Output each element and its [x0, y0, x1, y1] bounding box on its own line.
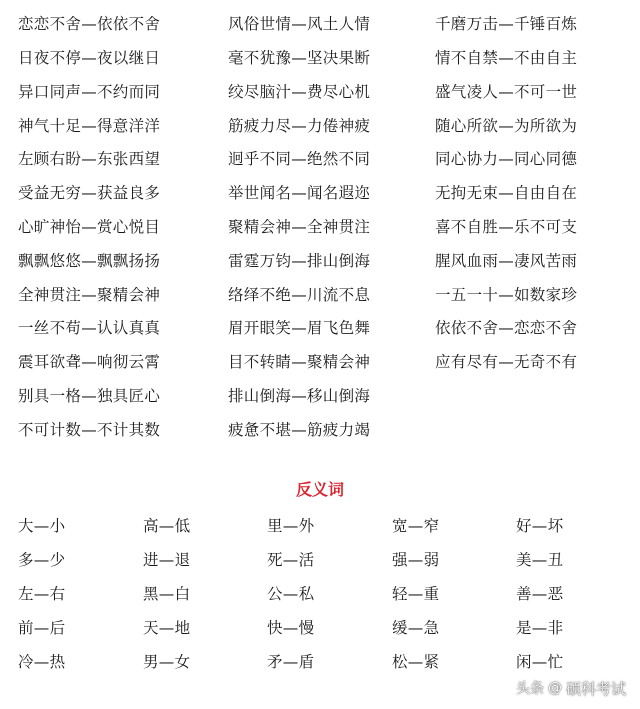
- synonym-pair: 日夜不停—夜以继日: [18, 48, 161, 67]
- synonym-pair: 迥乎不同—绝然不同: [228, 150, 371, 169]
- antonym-pair: 冷—热: [18, 653, 66, 672]
- synonym-pair: 随心所欲—为所欲为: [435, 116, 578, 135]
- watermark: [516, 677, 626, 699]
- synonym-pair: 飘飘悠悠—飘飘扬扬: [18, 251, 161, 270]
- antonym-pair: 缓—急: [392, 619, 440, 638]
- watermark-account: 硕科考试: [565, 679, 626, 698]
- synonym-pair: 一五一十—如数家珍: [435, 285, 578, 304]
- synonym-pair: 盛气凌人—不可一世: [435, 82, 578, 101]
- watermark-source: 头条: [515, 681, 544, 697]
- synonym-pair: 神气十足—得意洋洋: [18, 116, 161, 135]
- synonym-pair: 筋疲力尽—力倦神疲: [228, 116, 371, 135]
- antonym-pair: 多—少: [18, 551, 66, 570]
- antonym-pair: 是—非: [516, 619, 564, 638]
- antonym-pair: 天—地: [143, 619, 191, 638]
- synonym-pair: 一丝不苟—认认真真: [18, 319, 161, 338]
- synonym-pair: 恋恋不舍—依依不舍: [18, 15, 161, 34]
- antonym-pair: 公—私: [267, 585, 315, 604]
- synonym-list: [18, 8, 628, 447]
- synonym-pair: 雷霆万钧—排山倒海: [228, 251, 371, 270]
- antonym-pair: 宽—窄: [392, 517, 440, 536]
- antonym-pair: 黑—白: [143, 585, 191, 604]
- antonym-pair: 里—外: [267, 517, 315, 536]
- antonym-pair: 矛—盾: [267, 653, 315, 672]
- synonym-pair: 绞尽脑汁—费尽心机: [228, 82, 371, 101]
- watermark-at-sign: @: [547, 680, 562, 696]
- synonym-pair: 全神贯注—聚精会神: [18, 285, 161, 304]
- synonym-pair: 震耳欲聋—响彻云霄: [18, 353, 161, 372]
- synonym-pair: 情不自禁—不由自主: [435, 48, 578, 67]
- synonym-pair: 千磨万击—千锤百炼: [435, 15, 578, 34]
- synonym-pair: 心旷神怡—赏心悦目: [18, 217, 161, 236]
- synonym-pair: 依依不舍—恋恋不舍: [435, 319, 578, 338]
- synonym-pair: 聚精会神—全神贯注: [228, 217, 371, 236]
- antonym-pair: 快—慢: [267, 619, 315, 638]
- synonym-pair: 无拘无束—自由自在: [435, 184, 578, 203]
- synonym-pair: 排山倒海—移山倒海: [228, 386, 371, 405]
- antonym-pair: 前—后: [18, 619, 66, 638]
- antonym-list: [18, 510, 628, 680]
- antonym-pair: 松—紧: [392, 653, 440, 672]
- synonym-pair: 络绎不绝—川流不息: [228, 285, 371, 304]
- antonyms-heading: 反义词: [295, 480, 344, 499]
- antonym-pair: 闲—忙: [516, 653, 564, 672]
- synonym-pair: 受益无穷—获益良多: [18, 184, 161, 203]
- synonym-pair: 腥风血雨—凄风苦雨: [435, 251, 578, 270]
- antonym-pair: 善—恶: [516, 585, 564, 604]
- antonym-pair: 进—退: [143, 551, 191, 570]
- synonym-pair: 左顾右盼—东张西望: [18, 150, 161, 169]
- synonym-pair: 应有尽有—无奇不有: [435, 353, 578, 372]
- antonym-pair: 左—右: [18, 585, 66, 604]
- synonym-pair: 举世闻名—闻名遐迩: [228, 184, 371, 203]
- synonym-pair: 风俗世情—风土人情: [228, 15, 371, 34]
- antonym-pair: 大—小: [18, 517, 66, 536]
- synonym-pair: 眉开眼笑—眉飞色舞: [228, 319, 371, 338]
- antonym-pair: 强—弱: [392, 551, 440, 570]
- synonym-pair: 不可计数—不计其数: [18, 420, 161, 439]
- antonym-pair: 好—坏: [516, 517, 564, 536]
- synonym-pair: 同心协力—同心同德: [435, 150, 578, 169]
- synonym-pair: 目不转睛—聚精会神: [228, 353, 371, 372]
- antonym-pair: 死—活: [267, 551, 315, 570]
- synonym-pair: 毫不犹豫—坚决果断: [228, 48, 371, 67]
- synonym-pair: 喜不自胜—乐不可支: [435, 217, 578, 236]
- antonym-pair: 高—低: [143, 517, 191, 536]
- antonym-pair: 男—女: [143, 653, 191, 672]
- synonym-pair: 异口同声—不约而同: [18, 82, 161, 101]
- antonym-pair: 美—丑: [516, 551, 564, 570]
- synonym-pair: 别具一格—独具匠心: [18, 386, 161, 405]
- synonym-pair: 疲惫不堪—筋疲力竭: [228, 420, 371, 439]
- antonym-pair: 轻—重: [392, 585, 440, 604]
